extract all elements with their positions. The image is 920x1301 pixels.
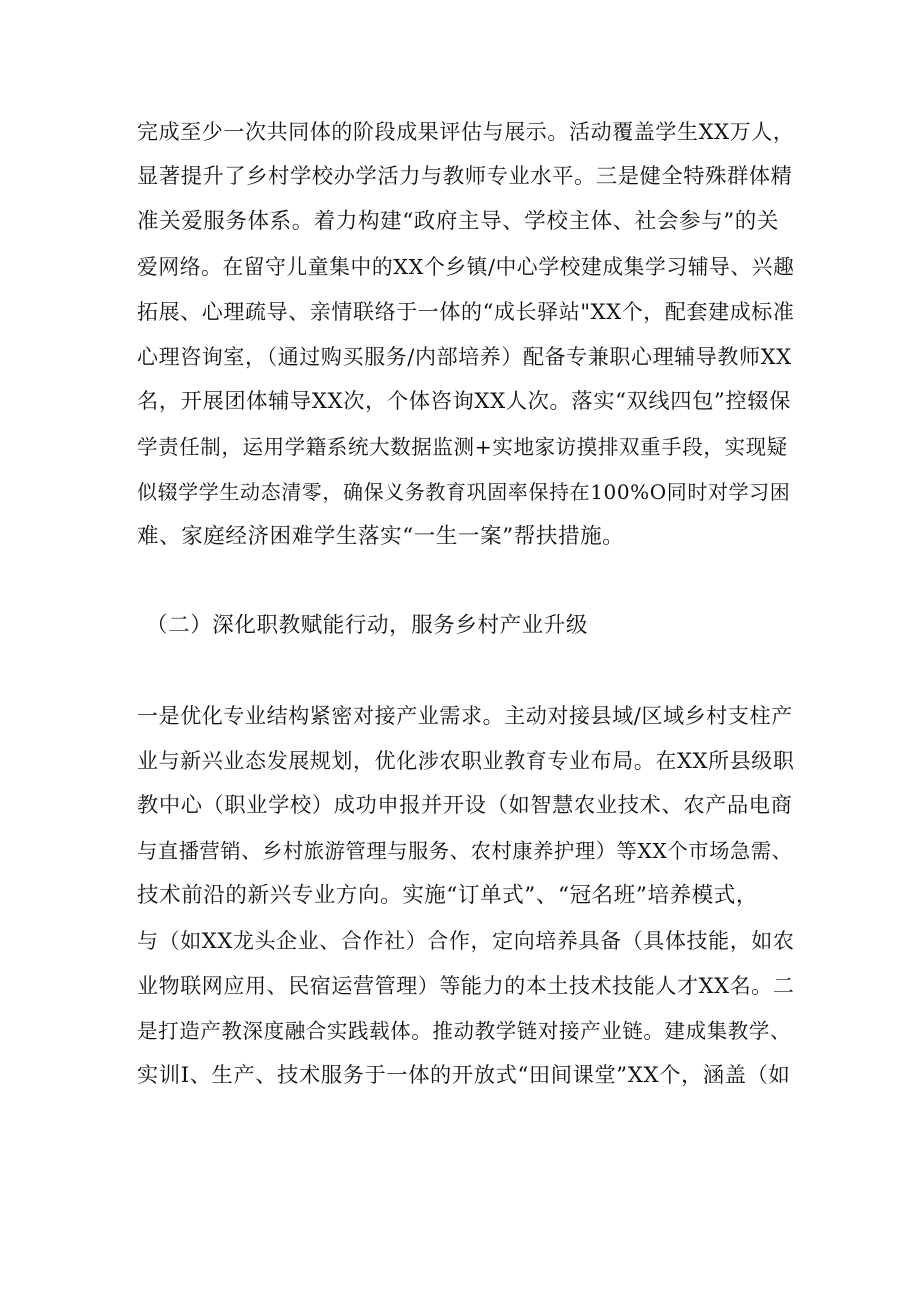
paragraph-line: 似辍学学生动态清零，确保义务教育巩固率保持在100%O同时对学习困 [137,480,791,504]
paragraph-line: 是打造产教深度融合实践载体。推动教学链对接产业链。建成集教学、 [137,1019,792,1043]
paragraph-line: 学责任制，运用学籍系统大数据监测+实地家访摸排双重手段，实现疑 [137,435,788,459]
paragraph-line: 名，开展团体辅导XX次，个体咨询XX人次。落实“双线四包”控辍保 [137,389,791,414]
paragraph-line: 业与新兴业态发展规划，优化涉农职业教育专业布局。在XX所县级职 [137,749,795,773]
section-heading: （二）深化职教赋能行动，服务乡村产业升级 [146,613,589,638]
paragraph-line: 一是优化专业结构紧密对接产业需求。主动对接县域/区域乡村支柱产 [137,704,793,728]
paragraph-line: 与（如XX龙头企业、合作社）合作，定向培养具备（具体技能，如农 [137,929,795,953]
paragraph-line: 准关爱服务体系。着力构建“政府主导、学校主体、社会参与”的关 [137,209,779,234]
paragraph-line: 业物联网应用、民宿运营管理）等能力的本土技术技能人才XX名。二 [137,974,795,998]
paragraph-line: 实训I、生产、技术服务于一体的开放式“田间课堂”XX个，涵盖（如 [137,1063,791,1088]
paragraph-line: 难、家庭经济困难学生落实“一生一案”帮扶措施。 [137,524,625,549]
paragraph-line: 爱网络。在留守儿童集中的XX个乡镇/中心学校建成集学习辅导、兴趣 [137,255,795,279]
paragraph-line: 拓展、心理疏导、亲情联络于一体的“成长驿站"XX个，配套建成标准 [137,300,795,324]
paragraph-line: 心理咨询室，（通过购买服务/内部培养）配备专兼职心理辅导教师XX [137,345,792,369]
paragraph-line: 与直播营销、乡村旅游管理与服务、农村康养护理）等XX个市场急需、 [137,839,793,863]
paragraph-line: 显著提升了乡村学校办学活力与教师专业水平。三是健全特殊群体精 [137,164,793,189]
paragraph-line: 教中心（职业学校）成功申报并开设（如智慧农业技术、农产品电商 [137,793,793,818]
paragraph-line: 技术前沿的新兴专业方向。实施“订单式”、“冠名班”培养模式， [137,883,758,908]
paragraph-line: 完成至少一次共同体的阶段成果评估与展示。活动覆盖学生XX万人， [137,120,795,144]
